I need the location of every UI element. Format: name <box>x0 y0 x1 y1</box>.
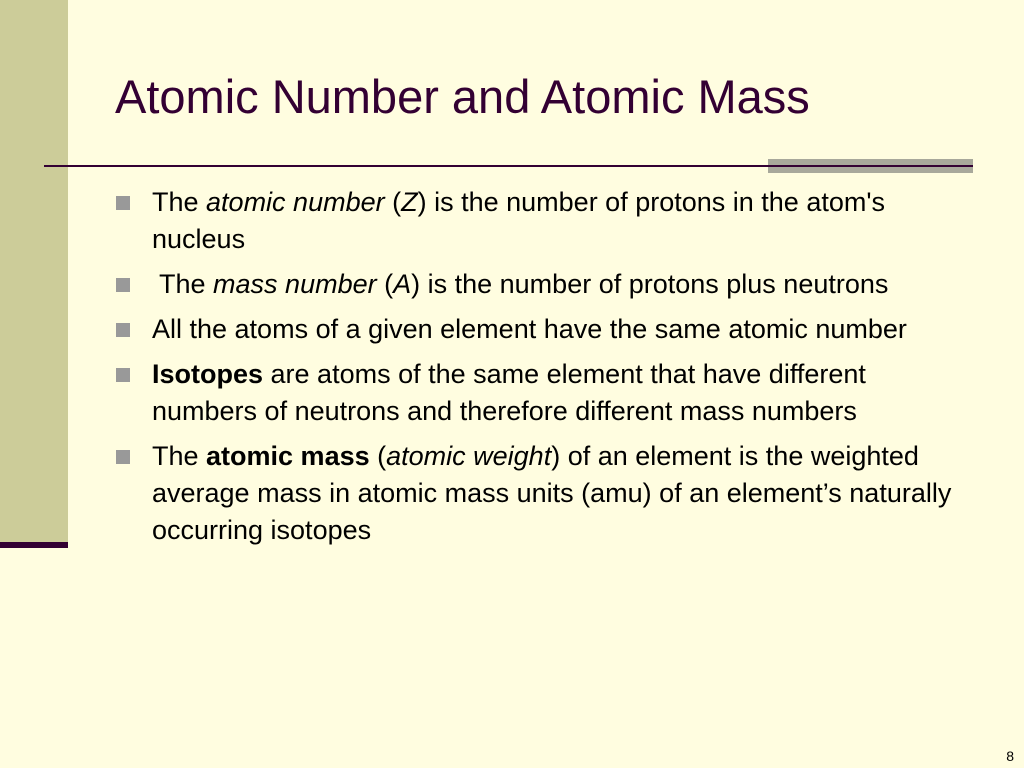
bullet-text: ) is the number of protons in the atom's nucleus <box>152 187 885 254</box>
bullet-text: All the atoms of a given element have the same atomic number <box>152 314 907 344</box>
term-atomic-number: atomic number <box>206 187 385 217</box>
term-isotopes: Isotopes <box>152 359 264 389</box>
bullet-text: The <box>152 441 207 471</box>
bullet-text: ( <box>369 441 387 471</box>
bullet-text: The <box>152 187 207 217</box>
term-atomic-weight: atomic weight <box>386 441 552 471</box>
symbol-a: A <box>393 269 412 299</box>
bullet-atomic-mass <box>116 438 956 549</box>
bullet-text: are atoms of the same element that have different numbers of neutrons and therefore different mass numbers <box>152 359 866 426</box>
title-divider-accent <box>768 159 973 179</box>
bullet-same-atomic-number <box>116 311 956 348</box>
term-mass-number: mass number <box>213 269 377 299</box>
symbol-z: Z <box>401 187 418 217</box>
bullet-text: ) is the number of protons plus neutrons <box>411 269 889 299</box>
bullet-text: ( <box>376 269 394 299</box>
bullet-text: The <box>152 269 214 299</box>
bullet-mass-number <box>116 266 956 303</box>
bullet-text: ) of an element is the weighted average mass in atomic mass units (amu) of an element’s naturally occurring isotopes <box>152 441 952 545</box>
slide-title: Atomic Number and Atomic Mass <box>115 70 810 123</box>
left-decor-rule <box>0 542 68 548</box>
square-bullet-icon <box>116 278 130 292</box>
page-number: 8 <box>1006 748 1014 764</box>
bullet-atomic-number <box>116 184 956 258</box>
bullet-text: ( <box>384 187 402 217</box>
bullet-isotopes <box>116 356 956 430</box>
left-decor-bar <box>0 0 68 545</box>
bullet-list <box>116 184 956 557</box>
term-atomic-mass: atomic mass <box>206 441 370 471</box>
square-bullet-icon <box>116 323 130 337</box>
square-bullet-icon <box>116 450 130 464</box>
square-bullet-icon <box>116 368 130 382</box>
square-bullet-icon <box>116 196 130 210</box>
